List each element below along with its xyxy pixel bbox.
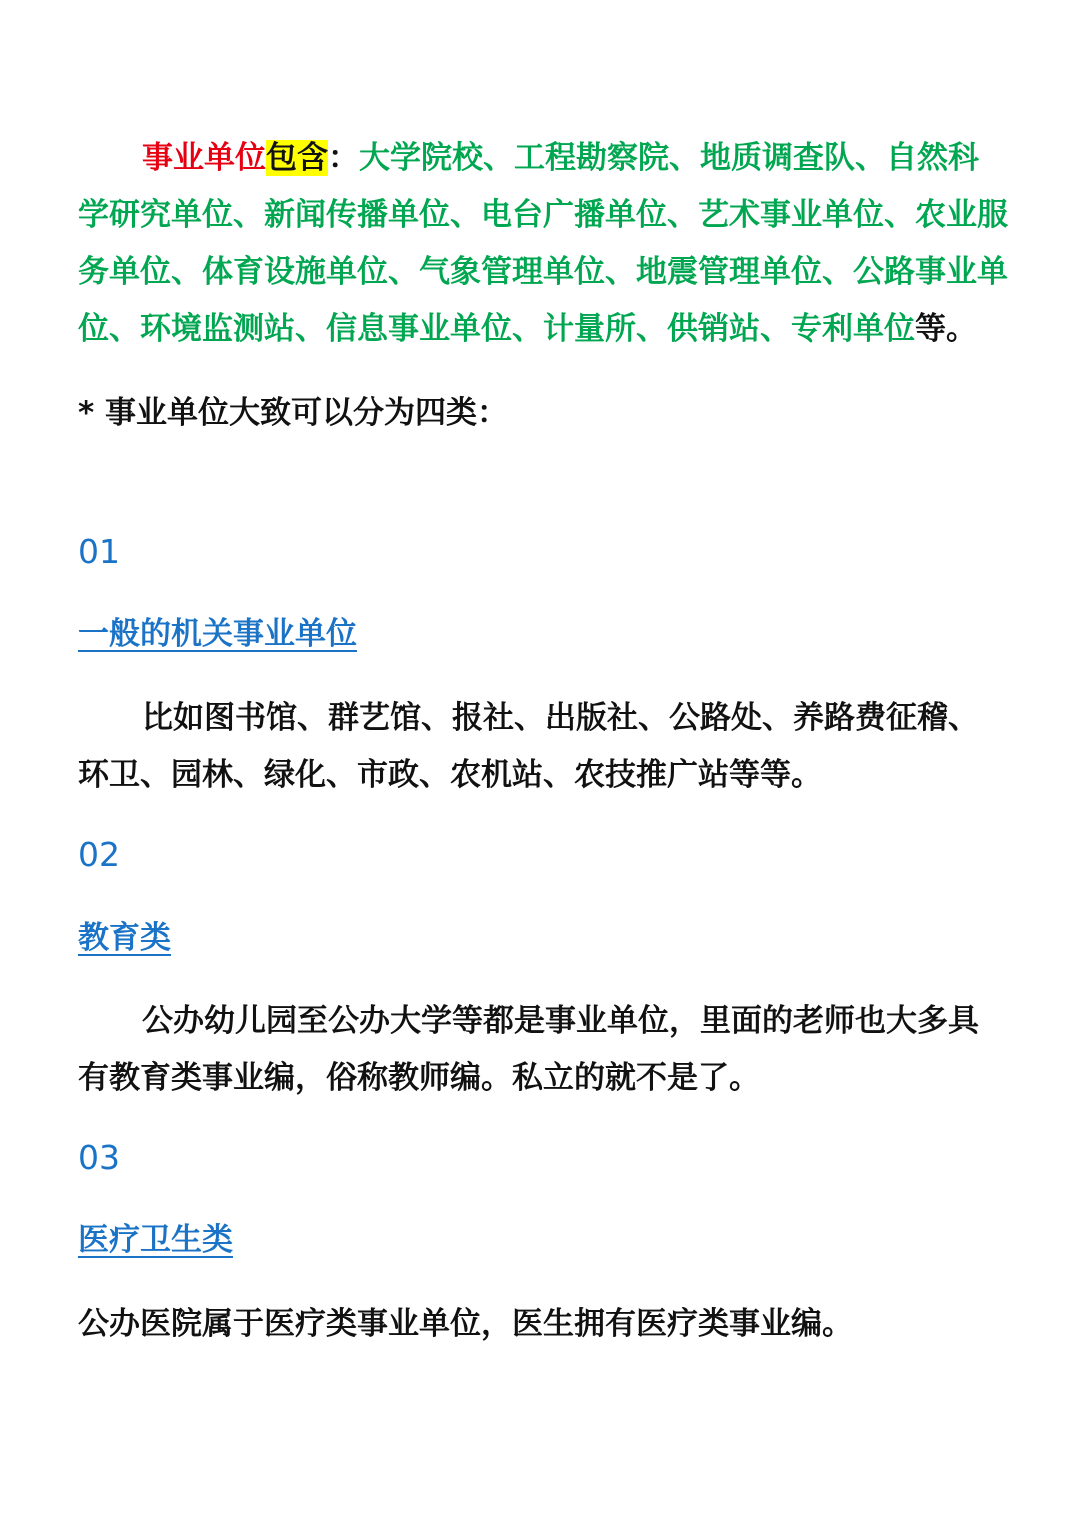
- section-heading-medical[interactable]: 医疗卫生类: [78, 1222, 233, 1258]
- intro-colon: ：: [328, 140, 359, 176]
- intro-list: 大学院校、工程勘察院、地质调查队、自然科学研究单位、新闻传播单位、电台广播单位、艺术事业单位、农业服务单位、体育设施单位、气象管理单位、地震管理单位、公路事业单位、环境监测站、信息事业单位、计量所、供销站、专利单位: [78, 140, 1008, 347]
- intro-suffix: 等。: [915, 311, 977, 347]
- section-number-01: 01: [78, 532, 120, 571]
- intro-highlight: 包含: [266, 140, 328, 176]
- intro-paragraph: [78, 130, 1008, 358]
- section-body-medical: 公办医院属于医疗类事业单位，医生拥有医疗类事业编。: [78, 1306, 853, 1342]
- section-body-education: 公办幼儿园至公办大学等都是事业单位，里面的老师也大多具有教育类事业编，俗称教师编。私立的就不是了。: [78, 1003, 979, 1096]
- section-number-02: 02: [78, 835, 120, 874]
- article-body: [78, 130, 1008, 1342]
- section-heading-general[interactable]: 一般的机关事业单位: [78, 616, 357, 652]
- section-heading-education[interactable]: 教育类: [78, 920, 171, 956]
- intro-subject: 事业单位: [142, 140, 266, 176]
- section-body-general: 比如图书馆、群艺馆、报社、出版社、公路处、养路费征稽、环卫、园林、绿化、市政、农机站、农技推广站等等。: [78, 700, 979, 793]
- summary-line: * 事业单位大致可以分为四类：: [78, 395, 509, 431]
- section-number-03: 03: [78, 1138, 120, 1177]
